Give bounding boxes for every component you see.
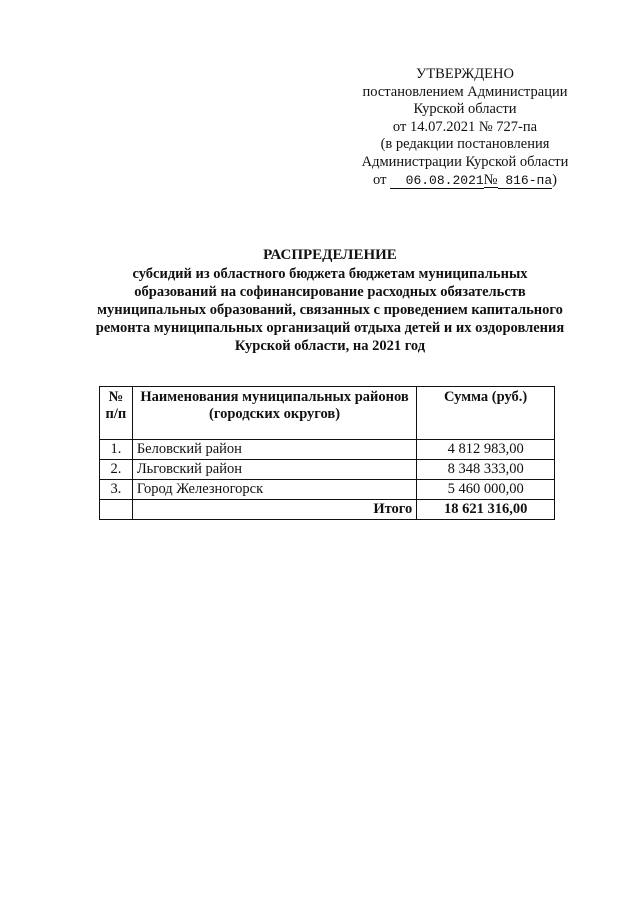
row-sum: 5 460 000,00 xyxy=(417,480,555,500)
document-subtitle xyxy=(60,265,600,355)
total-empty-cell xyxy=(100,500,133,520)
amendment-number-sign: № xyxy=(483,171,498,188)
table-total-row xyxy=(100,500,555,520)
table-row xyxy=(100,440,555,460)
subtitle-line: Курской области, на 2021 год xyxy=(234,338,426,354)
header-name: Наименования муниципальных районов (городских округов) xyxy=(132,387,416,440)
row-sum: 4 812 983,00 xyxy=(417,440,555,460)
approval-line-3: от 14.07.2021 № 727-па xyxy=(392,118,538,135)
row-sum: 8 348 333,00 xyxy=(417,460,555,480)
row-number: 1. xyxy=(100,440,133,460)
total-label: Итого xyxy=(132,500,416,520)
amendment-number-value: 816-па xyxy=(505,172,553,188)
document-heading xyxy=(60,246,600,355)
amendment-number xyxy=(498,174,553,189)
row-name: Льговский район xyxy=(132,460,416,480)
approved-label: УТВЕРЖДЕНО xyxy=(416,66,514,82)
approval-line-5: Администрации Курской области xyxy=(361,153,569,170)
amendment-prefix: от xyxy=(373,171,387,188)
header-sum: Сумма (руб.) xyxy=(417,387,555,440)
distribution-table xyxy=(99,386,555,520)
amendment-date xyxy=(390,174,484,189)
subtitle-line: ремонта муниципальных организаций отдыха детей и их оздоровления xyxy=(95,320,565,336)
amendment-date-value: 06.08.2021 xyxy=(405,172,484,188)
row-name: Город Железногорск xyxy=(132,480,416,500)
row-number: 3. xyxy=(100,480,133,500)
subtitle-line: муниципальных образований, связанных с проведением капитального xyxy=(97,302,563,318)
row-name: Беловский район xyxy=(132,440,416,460)
approval-line-4: (в редакции постановления xyxy=(380,136,550,153)
table-header-row xyxy=(100,387,555,440)
approval-line-1: постановлением Администрации xyxy=(362,83,568,100)
row-number: 2. xyxy=(100,460,133,480)
total-sum: 18 621 316,00 xyxy=(417,500,555,520)
approval-block xyxy=(340,66,590,189)
table-row xyxy=(100,480,555,500)
approval-line-2: Курской области xyxy=(413,101,517,118)
subtitle-line: образований на софинансирование расходных обязательств xyxy=(134,284,526,300)
table-row xyxy=(100,460,555,480)
header-number: № п/п xyxy=(100,387,133,440)
document-title: РАСПРЕДЕЛЕНИЕ xyxy=(263,247,397,263)
amendment-line xyxy=(340,172,590,190)
subtitle-line: субсидий из областного бюджета бюджетам муниципальных xyxy=(132,266,528,282)
amendment-close: ) xyxy=(552,171,557,188)
